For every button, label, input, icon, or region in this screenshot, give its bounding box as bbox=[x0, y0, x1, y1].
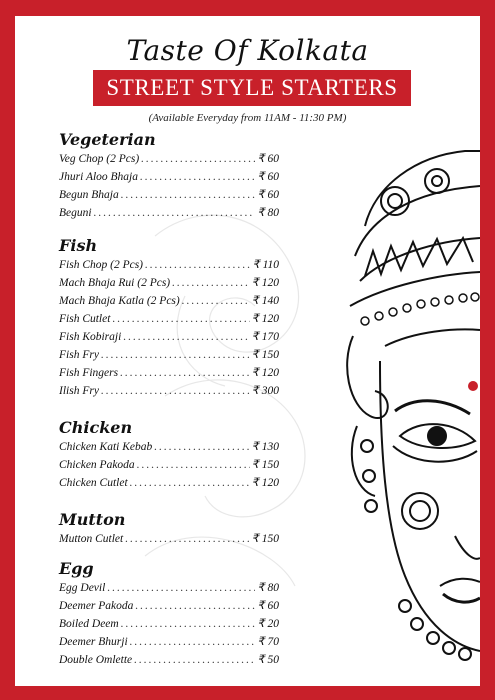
menu-item bbox=[59, 346, 279, 364]
leader-dots bbox=[145, 256, 250, 274]
menu-item bbox=[59, 456, 279, 474]
menu-item bbox=[59, 150, 279, 168]
leader-dots bbox=[140, 168, 255, 186]
item-price: ₹ 150 bbox=[251, 459, 279, 471]
item-name: Begun Bhaja bbox=[59, 189, 119, 201]
item-name: Mutton Cutlet bbox=[59, 533, 124, 545]
item-name: Mach Bhaja Rui (2 Pcs) bbox=[59, 277, 171, 289]
item-name: Chicken Kati Kebab bbox=[59, 441, 153, 453]
menu-item bbox=[59, 651, 279, 669]
item-price: ₹ 60 bbox=[257, 189, 279, 201]
item-price: ₹ 130 bbox=[251, 441, 279, 453]
menu-item bbox=[59, 474, 279, 492]
leader-dots bbox=[123, 328, 249, 346]
menu-item bbox=[59, 328, 279, 346]
menu-item bbox=[59, 186, 279, 204]
item-name: Ilish Fry bbox=[59, 385, 99, 397]
section-title: Mutton bbox=[59, 510, 126, 529]
menu-item bbox=[59, 364, 279, 382]
item-price: ₹ 150 bbox=[251, 349, 279, 361]
menu-item bbox=[59, 579, 279, 597]
section-fish bbox=[59, 236, 279, 400]
menu-item bbox=[59, 597, 279, 615]
durga-face-illustration-icon bbox=[345, 146, 480, 666]
leader-dots bbox=[94, 204, 256, 222]
item-price: ₹ 300 bbox=[251, 385, 279, 397]
item-name: Double Omlette bbox=[59, 654, 133, 666]
menu-item bbox=[59, 615, 279, 633]
item-name: Chicken Cutlet bbox=[59, 477, 128, 489]
item-name: Boiled Deem bbox=[59, 618, 119, 630]
leader-dots bbox=[172, 274, 249, 292]
section-chicken bbox=[59, 418, 279, 492]
leader-dots bbox=[135, 597, 255, 615]
section-mutton bbox=[59, 510, 279, 548]
item-name: Fish Cutlet bbox=[59, 313, 111, 325]
item-price: ₹ 170 bbox=[251, 331, 279, 343]
menu-page bbox=[15, 16, 480, 686]
menu-item bbox=[59, 168, 279, 186]
item-price: ₹ 150 bbox=[251, 533, 279, 545]
section-title: Egg bbox=[59, 559, 94, 578]
leader-dots bbox=[137, 456, 250, 474]
item-price: ₹ 140 bbox=[251, 295, 279, 307]
leader-dots bbox=[101, 382, 250, 400]
item-price: ₹ 120 bbox=[251, 277, 279, 289]
item-price: ₹ 70 bbox=[257, 636, 279, 648]
leader-dots bbox=[101, 346, 250, 364]
menu-item bbox=[59, 310, 279, 328]
menu-item bbox=[59, 274, 279, 292]
item-name: Beguni bbox=[59, 207, 92, 219]
item-price: ₹ 60 bbox=[257, 171, 279, 183]
menu-item bbox=[59, 438, 279, 456]
item-name: Deemer Pakoda bbox=[59, 600, 134, 612]
leader-dots bbox=[121, 615, 256, 633]
menu-item bbox=[59, 256, 279, 274]
section-vegeterian bbox=[59, 130, 279, 222]
leader-dots bbox=[141, 150, 255, 168]
item-price: ₹ 20 bbox=[257, 618, 279, 630]
item-price: ₹ 120 bbox=[251, 313, 279, 325]
section-title: Chicken bbox=[59, 418, 133, 437]
leader-dots bbox=[120, 364, 249, 382]
bindi-icon bbox=[468, 381, 478, 391]
item-name: Mach Bhaja Katla (2 Pcs) bbox=[59, 295, 180, 307]
leader-dots bbox=[182, 292, 250, 310]
leader-dots bbox=[107, 579, 255, 597]
leader-dots bbox=[112, 310, 249, 328]
item-name: Jhuri Aloo Bhaja bbox=[59, 171, 139, 183]
item-price: ₹ 120 bbox=[251, 477, 279, 489]
leader-dots bbox=[134, 651, 255, 669]
leader-dots bbox=[130, 633, 256, 651]
leader-dots bbox=[125, 530, 249, 548]
item-name: Fish Fingers bbox=[59, 367, 119, 379]
item-price: ₹ 80 bbox=[257, 582, 279, 594]
leader-dots bbox=[130, 474, 250, 492]
leader-dots bbox=[154, 438, 249, 456]
leader-dots bbox=[121, 186, 256, 204]
item-price: ₹ 60 bbox=[257, 153, 279, 165]
item-price: ₹ 120 bbox=[251, 367, 279, 379]
item-name: Egg Devil bbox=[59, 582, 106, 594]
item-name: Fish Chop (2 Pcs) bbox=[59, 259, 144, 271]
restaurant-title: Taste Of Kolkata bbox=[126, 34, 369, 67]
item-price: ₹ 80 bbox=[257, 207, 279, 219]
item-price: ₹ 50 bbox=[257, 654, 279, 666]
item-name: Chicken Pakoda bbox=[59, 459, 135, 471]
menu-item bbox=[59, 382, 279, 400]
menu-item bbox=[59, 292, 279, 310]
item-price: ₹ 60 bbox=[257, 600, 279, 612]
section-title: Fish bbox=[59, 236, 98, 255]
section-title: Vegeterian bbox=[59, 130, 156, 149]
menu-item bbox=[59, 204, 279, 222]
item-name: Fish Fry bbox=[59, 349, 99, 361]
menu-item bbox=[59, 530, 279, 548]
menu-item bbox=[59, 633, 279, 651]
item-name: Veg Chop (2 Pcs) bbox=[59, 153, 140, 165]
item-name: Deemer Bhurji bbox=[59, 636, 128, 648]
item-name: Fish Kobiraji bbox=[59, 331, 122, 343]
section-banner: STREET STYLE STARTERS bbox=[93, 70, 411, 106]
availability-note: (Available Everyday from 11AM - 11:30 PM) bbox=[148, 112, 347, 124]
section-egg bbox=[59, 559, 279, 669]
item-price: ₹ 110 bbox=[252, 259, 279, 271]
